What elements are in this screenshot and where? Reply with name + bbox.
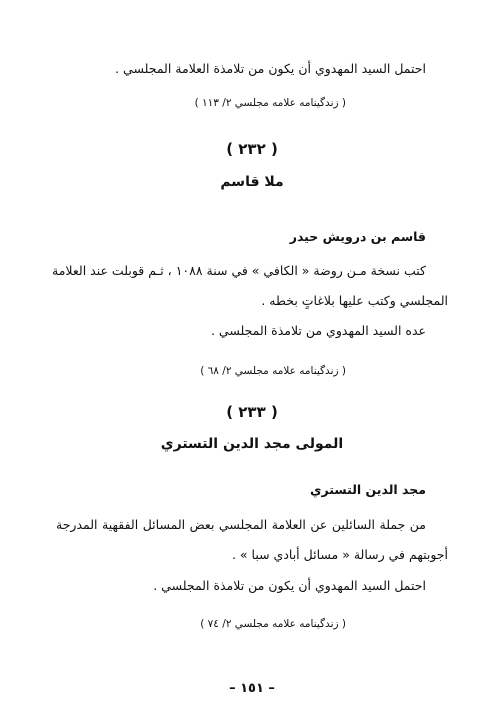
entry-232-full-name: قاسم بن درويش حيدر [289, 229, 426, 244]
entry-231-source: ( زندگينامه علامه مجلسي ٢/ ١١٣ ) [194, 97, 346, 109]
entry-231-text: احتمل السيد المهدوي أن يكون من تلامذة العلامة المجلسي . [115, 61, 426, 76]
entry-233-text-line-3: احتمل السيد المهدوي أن يكون من تلامذة المجلسي . [153, 578, 426, 593]
entry-233-number: ( ٢٣٣ ) [226, 403, 278, 421]
entry-232-number: ( ٢٣٢ ) [226, 140, 278, 158]
entry-233-heading: المولى مجد الدين التستري [160, 436, 344, 452]
entry-233-full-name: مجد الدين التستري [310, 482, 426, 497]
entry-232-source: ( زندگينامه علامه مجلسي ٢/ ٦٨ ) [200, 365, 346, 377]
entry-233-source: ( زندگينامه علامه مجلسي ٢/ ٧٤ ) [200, 618, 346, 630]
entry-232-text-line-2: المجلسي وكتب عليها بلاغاتٍ بخطه . [261, 293, 448, 308]
entry-232-text-line-1: كتب نسخة مـن روضة « الكافي » في سنة ١٠٨٨ ، ثـم قوبلت عند العلامة [52, 263, 426, 278]
entry-232-heading: ملا قاسم [220, 174, 284, 190]
page-number: – ١٥١ – [229, 681, 275, 696]
entry-233-text-line-2: أجوبتهم في رسالة « مسائل أبادي سبا » . [231, 547, 448, 562]
entry-233-text-line-1: من جملة السائلين عن العلامة المجلسي بعض المسائل الفقهية المدرجة [56, 517, 426, 532]
entry-232-text-line-3: عده السيد المهدوي من تلامذة المجلسي . [210, 323, 426, 338]
